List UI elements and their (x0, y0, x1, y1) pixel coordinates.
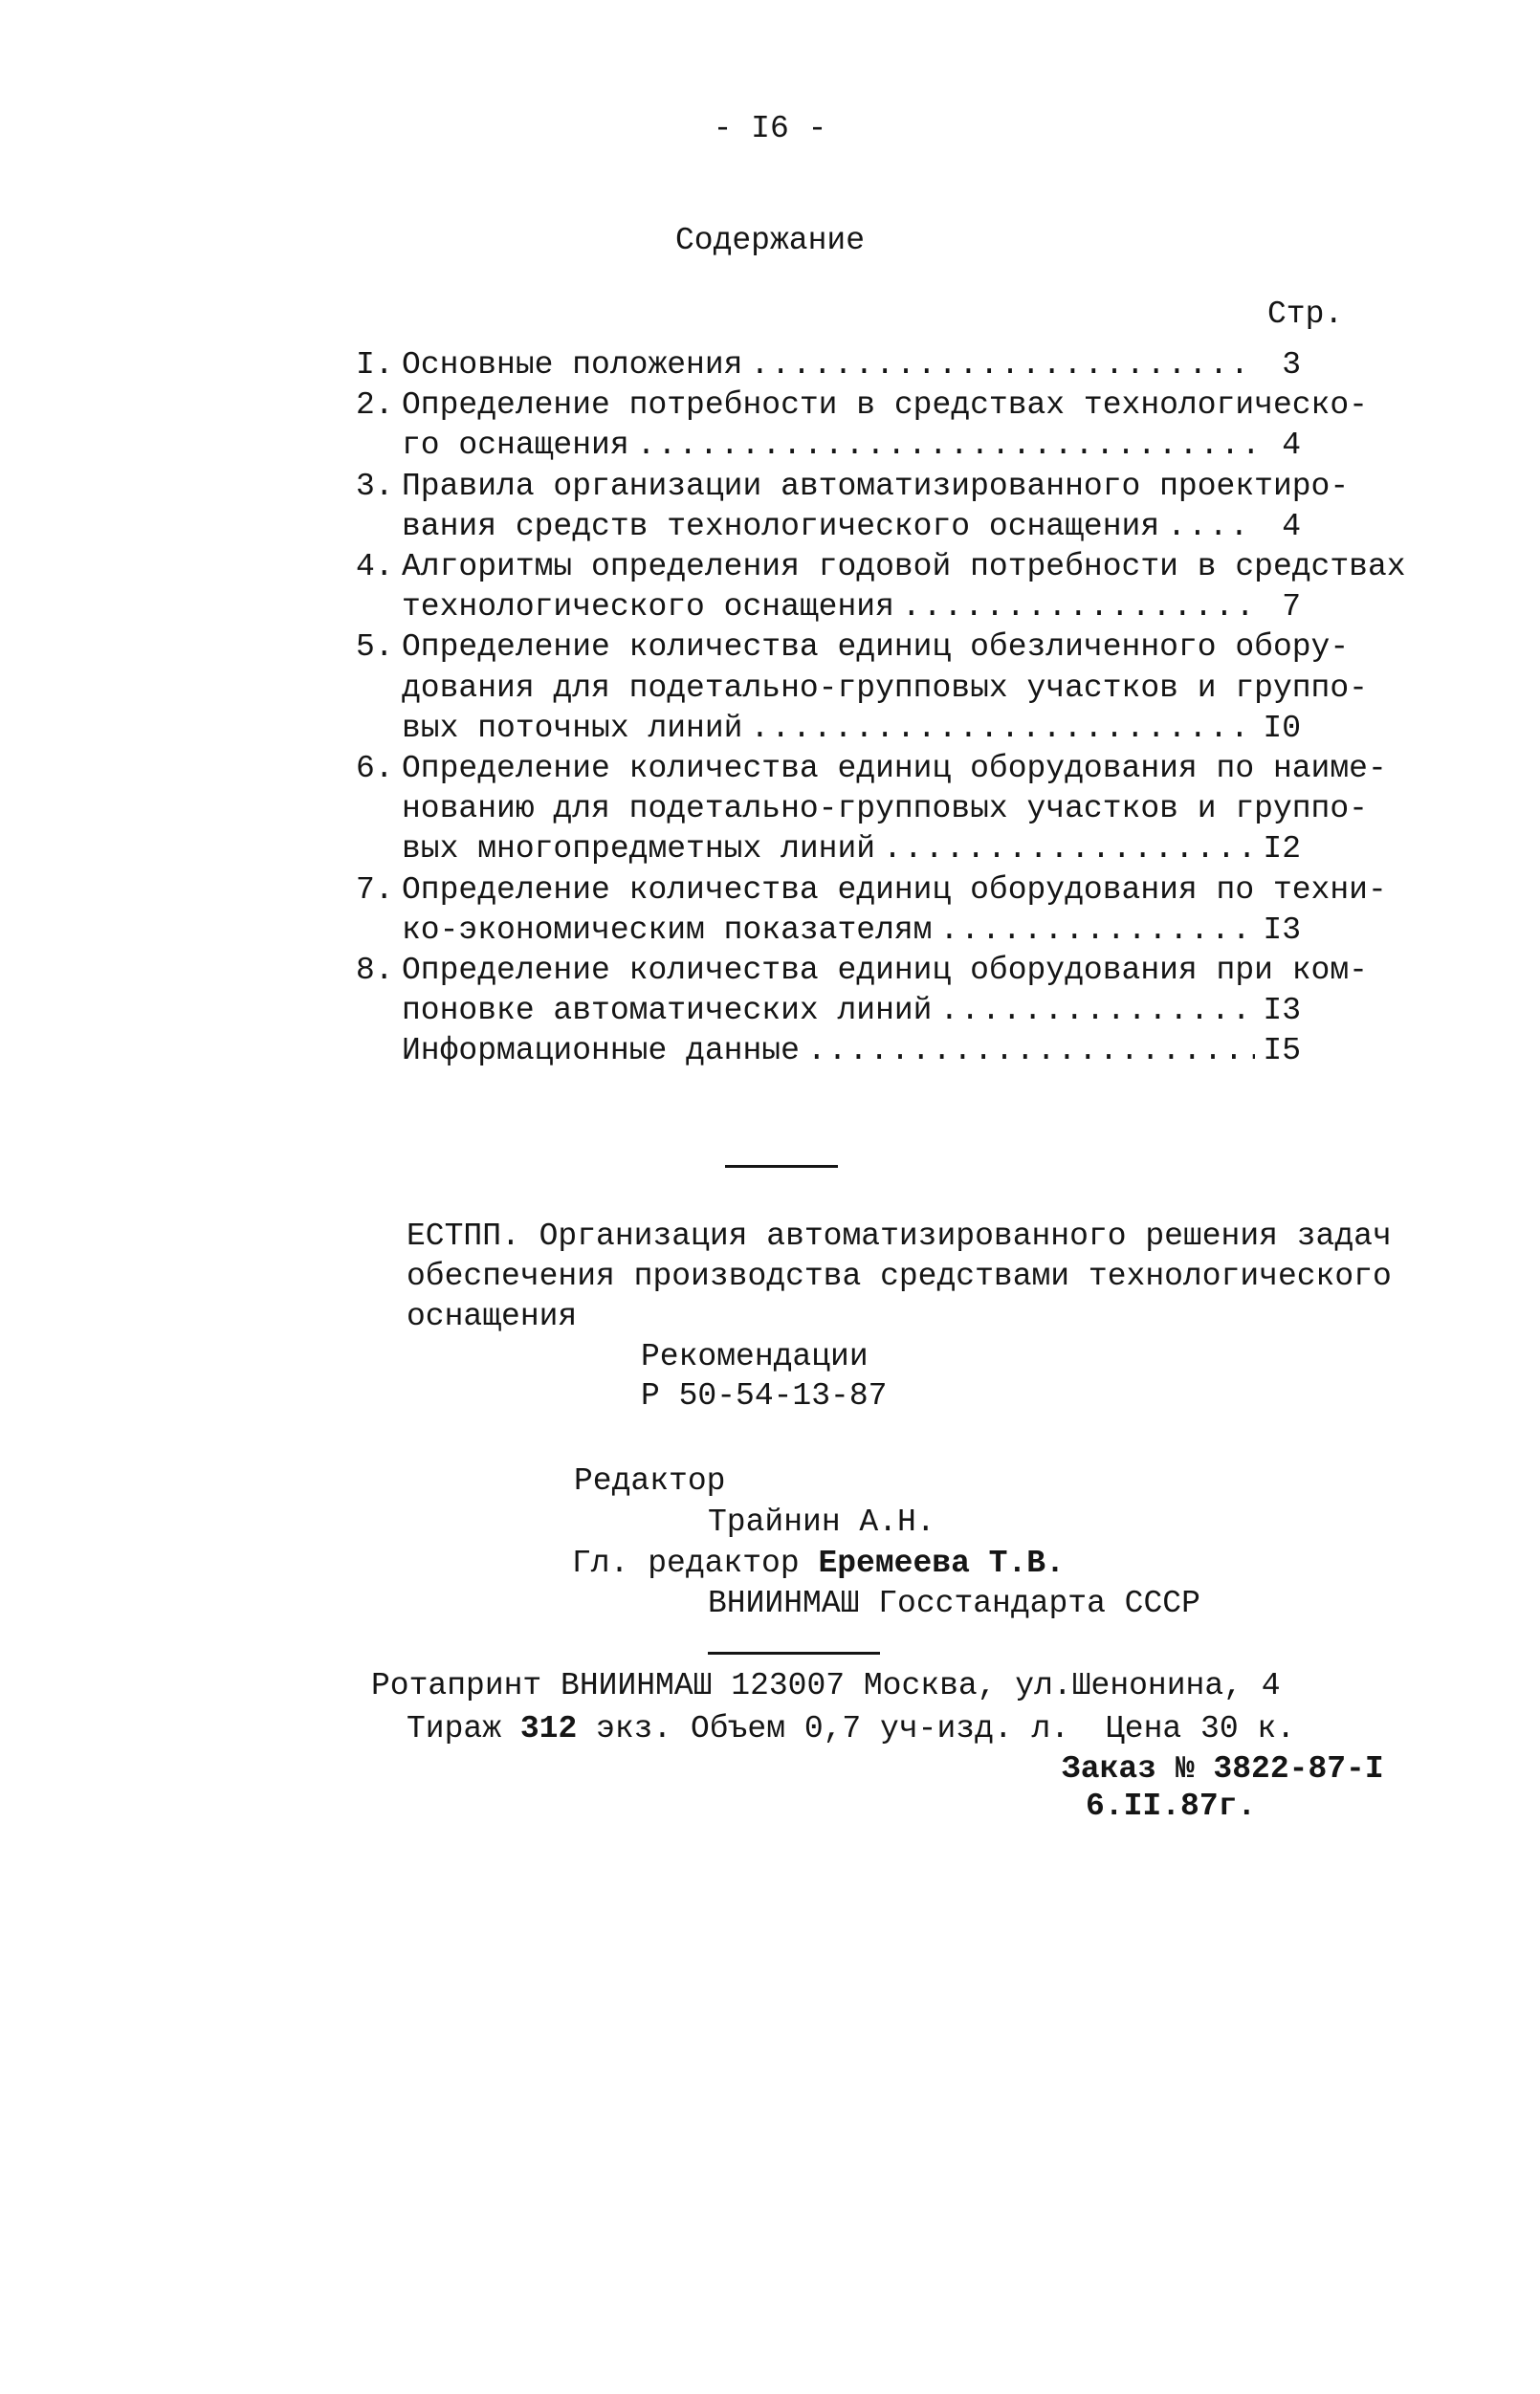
toc-leader-dots (883, 833, 1255, 865)
publication-title-line: оснащения (407, 1299, 578, 1334)
toc-leader-dots (750, 713, 1255, 744)
toc-leader-dots (807, 1035, 1255, 1066)
toc-entry-line (402, 751, 1387, 786)
toc-page-number: 4 (1282, 428, 1301, 464)
toc-entry-line (402, 911, 1301, 948)
toc-entry-line (402, 791, 1368, 827)
toc-page-number: 7 (1282, 589, 1301, 626)
toc-leader-dots (940, 995, 1256, 1026)
toc-page-number: I3 (1263, 911, 1301, 948)
toc-entry-title: дования для подетально-групповых участков и группо- (402, 670, 1368, 706)
toc-entry-line (402, 349, 1301, 381)
toc-entry-title: Определение потребности в средствах технологическо- (402, 387, 1368, 424)
page-column-label: Стр. (1267, 297, 1344, 332)
print-run-label: Тираж (407, 1711, 502, 1746)
chief-editor-label: Гл. редактор (572, 1546, 800, 1581)
toc-page-number: I2 (1263, 831, 1301, 868)
toc-leader-dots (637, 429, 1255, 461)
toc-entry-line (402, 629, 1350, 666)
toc-entry-title: Определение количества единиц оборудования при ком- (402, 953, 1368, 988)
toc-page-number: I3 (1263, 993, 1301, 1029)
toc-entry-title: вых многопредметных линий (402, 831, 876, 868)
toc-entry-title: Правила организации автоматизированного проектиро- (402, 468, 1350, 504)
toc-entry-title: вания средств технологического оснащения (402, 508, 1160, 544)
order-date: 6.II.87г. (1086, 1789, 1257, 1824)
toc-leader-dots (940, 914, 1256, 946)
toc-entry-line (402, 831, 1301, 868)
toc-entry-line (402, 508, 1301, 544)
editor-name: Трайнин А.Н. (708, 1504, 935, 1540)
document-code: Р 50-54-13-87 (641, 1378, 888, 1414)
organization: ВНИИНМАШ Госстандарта СССР (708, 1586, 1200, 1621)
toc-entry-title: нованию для подетально-групповых участков и группо- (402, 791, 1368, 827)
toc-entry-number: 3. (356, 468, 394, 504)
toc-entry-title: вых поточных линий (402, 710, 743, 746)
toc-entry-line (402, 993, 1301, 1029)
toc-entry-line (402, 589, 1301, 626)
chief-editor-line (572, 1548, 1065, 1579)
copies-label: экз. (596, 1711, 672, 1746)
toc-entry-title: Основные положения (402, 347, 743, 383)
toc-entry-title: го оснащения (402, 428, 629, 464)
editor-label: Редактор (574, 1463, 726, 1499)
print-run-line (407, 1713, 671, 1745)
price: Цена 30 к. (1106, 1711, 1296, 1746)
toc-entry-line (402, 468, 1350, 504)
toc-leader-dots (1167, 511, 1255, 542)
publication-title-line: ЕСТПП. Организация автоматизированного решения задач (407, 1219, 1392, 1254)
toc-entry-number: 2. (356, 387, 394, 424)
toc-entry-number: 7. (356, 871, 394, 908)
contents-heading: Содержание (674, 223, 866, 258)
toc-entry-title: Определение количества единиц оборудования по наиме- (402, 751, 1387, 786)
toc-entry-line (402, 670, 1368, 706)
toc-leader-dots (902, 591, 1255, 623)
print-run-value: 312 (519, 1711, 578, 1746)
toc-page-number: I0 (1263, 710, 1301, 746)
toc-entry-title: технологического оснащения (402, 589, 894, 626)
toc-entry-line (402, 1033, 1301, 1069)
toc-entry-line (402, 710, 1301, 746)
toc-entry-line (402, 953, 1368, 988)
toc-entry-number: 4. (356, 549, 394, 584)
volume: Объем 0,7 уч-изд. л. (691, 1711, 1070, 1746)
toc-page-number: I5 (1263, 1033, 1301, 1069)
toc-entry-number: 5. (356, 629, 394, 666)
toc-entry-number: 8. (356, 953, 394, 988)
toc-entry-line (402, 871, 1387, 908)
toc-entry-title: ко-экономическим показателям (402, 911, 933, 948)
toc-entry-title: Алгоритмы определения годовой потребности в средствах (402, 549, 1406, 584)
toc-entry-line (402, 549, 1406, 584)
toc-entry-title: поновке автоматических линий (402, 993, 933, 1029)
printer-line: Ротапринт ВНИИНМАШ 123007 Москва, ул.Шенонина, 4 (371, 1668, 1281, 1703)
divider-short (725, 1165, 838, 1168)
toc-entry-line (402, 428, 1301, 464)
chief-editor-name: Еремеева Т.В. (818, 1546, 1065, 1581)
toc-page-number: 4 (1282, 508, 1301, 544)
toc-entry-title: Определение количества единиц обезличенного обору- (402, 629, 1350, 666)
publication-title-line: обеспечения производства средствами технологического (407, 1259, 1392, 1294)
toc-entry-title: Определение количества единиц оборудования по техни- (402, 871, 1387, 908)
order-number: Заказ № 3822-87-I (1062, 1751, 1384, 1787)
divider-colophon (708, 1652, 880, 1655)
page-number: - I6 - (713, 111, 827, 146)
toc-entry-number: 6. (356, 751, 394, 786)
toc-leader-dots (750, 349, 1255, 381)
document-type: Рекомендации (641, 1339, 869, 1374)
toc-page-number: 3 (1282, 347, 1301, 383)
toc-entry-title: Информационные данные (402, 1033, 800, 1069)
toc-entry-number: I. (356, 347, 394, 383)
toc-entry-line (402, 387, 1368, 424)
